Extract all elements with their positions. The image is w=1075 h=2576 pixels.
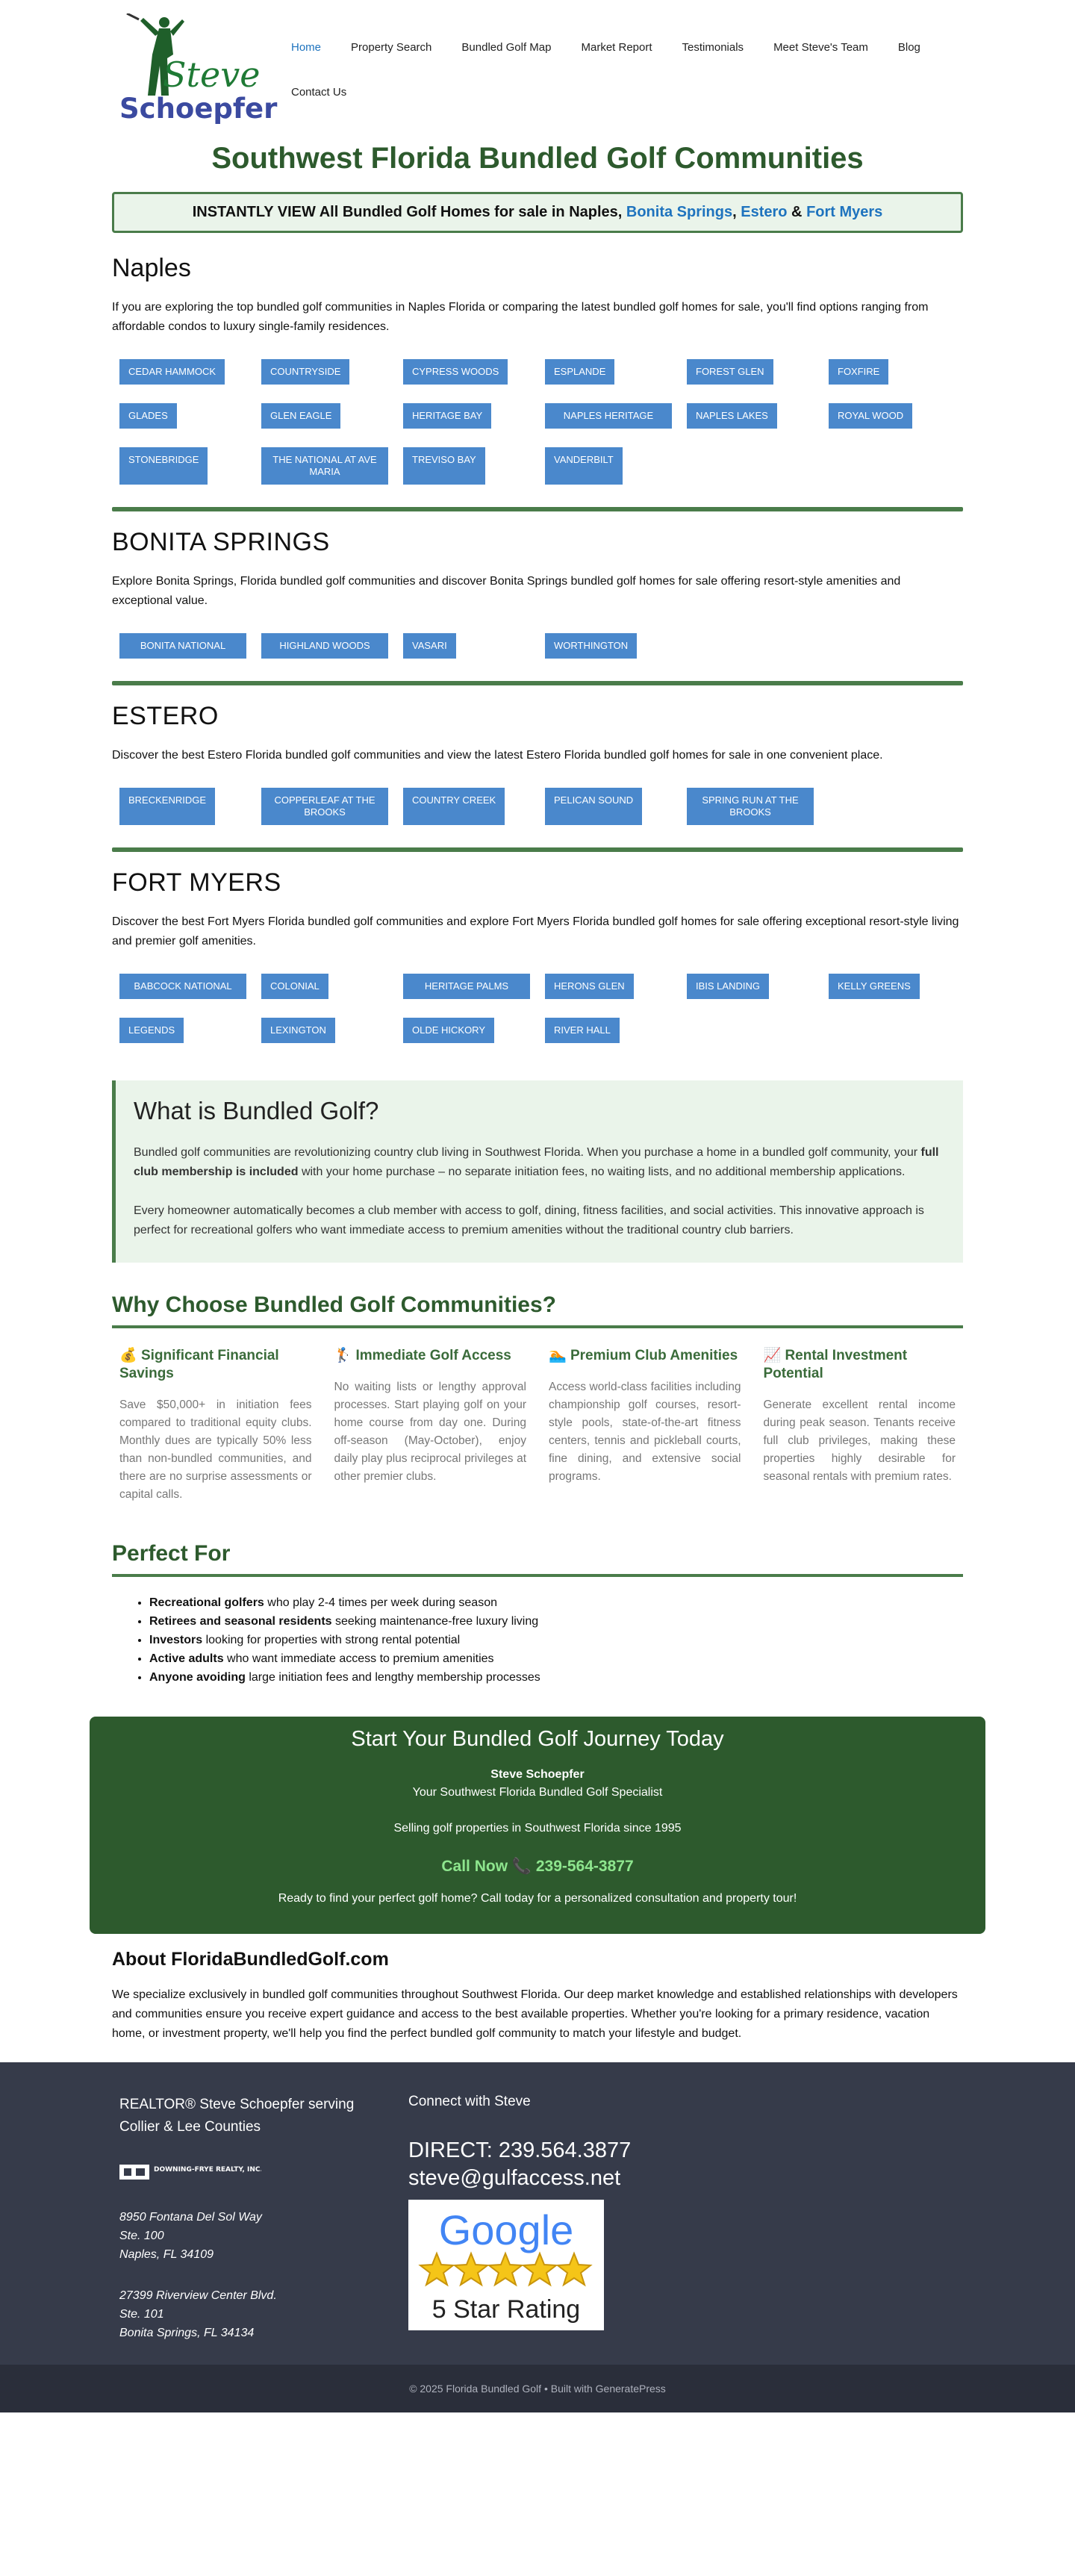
google-rating-badge[interactable]	[408, 2200, 604, 2330]
bonita-heading: BONITA SPRINGS	[112, 528, 330, 556]
community-button-treviso-bay[interactable]: TREVISO BAY	[403, 447, 485, 485]
why-col-title-text: Immediate Golf Access	[355, 1348, 511, 1363]
list-item-text: who play 2-4 times per week during season	[264, 1596, 497, 1609]
footer-connect-heading: Connect with Steve	[408, 2094, 531, 2109]
perfect-list	[112, 1593, 963, 1687]
community-button-cypress-woods[interactable]: CYPRESS WOODS	[403, 359, 508, 385]
community-button-colonial[interactable]: COLONIAL	[261, 974, 328, 999]
community-button-glades[interactable]: GLADES	[119, 403, 177, 429]
why-col-title	[549, 1347, 741, 1365]
rating-label: 5 Star Rating	[431, 2295, 581, 2324]
list-item-bold: Active adults	[149, 1652, 224, 1665]
list-item	[149, 1593, 963, 1612]
instant-amp: &	[787, 204, 807, 220]
community-button-river-hall[interactable]: RIVER HALL	[545, 1018, 620, 1043]
nav-testimonials[interactable]: Testimonials	[682, 40, 744, 54]
list-item-text: seeking maintenance-free luxury living	[331, 1615, 539, 1628]
address-line: Ste. 101	[119, 2308, 164, 2321]
money-bag-icon: 💰	[119, 1348, 137, 1363]
list-item	[149, 1668, 963, 1687]
list-item-bold: Investors	[149, 1634, 203, 1646]
community-button-breckenridge[interactable]: BRECKENRIDGE	[119, 788, 215, 825]
chart-up-icon: 📈	[763, 1348, 782, 1363]
site-header	[0, 0, 1075, 123]
instant-view-banner	[112, 192, 963, 233]
about-heading: About FloridaBundledGolf.com	[112, 1949, 389, 1970]
whatis-p1-text: Bundled golf communities are revolutionizing country club living in Southwest Florida. When you purchase a home in a bundled golf community, your	[134, 1146, 921, 1159]
list-item	[149, 1612, 963, 1631]
estero-community-buttons	[112, 788, 963, 825]
list-item	[149, 1631, 963, 1649]
about-text: We specialize exclusively in bundled golf communities throughout Southwest Florida. Our deep market knowledge and established relationships with developers and communities ensure you receive expert guidance and access to the best available properties. Whether you're looking for a primary residence, vacation home, or investment property, we'll help you find the perfect bundled golf community to match your lifestyle and budget.	[112, 1988, 958, 2040]
bonita-section	[112, 528, 963, 685]
community-button-glen-eagle[interactable]: GLEN EAGLE	[261, 403, 340, 429]
why-col-title-text: Rental Investment Potential	[763, 1348, 908, 1381]
nav-property-search[interactable]: Property Search	[351, 40, 432, 54]
cta-title: Start Your Bundled Golf Journey Today	[351, 1727, 724, 1751]
community-button-vanderbilt[interactable]: VANDERBILT	[545, 447, 623, 485]
swimmer-icon: 🏊	[549, 1348, 567, 1363]
community-button-highland-woods[interactable]: HIGHLAND WOODS	[261, 633, 388, 659]
address-line: Bonita Springs, FL 34134	[119, 2327, 255, 2339]
community-button-countryside[interactable]: COUNTRYSIDE	[261, 359, 349, 385]
naples-heading: Naples	[112, 254, 191, 282]
estero-description: Discover the best Estero Florida bundled golf communities and view the latest Estero Florida bundled golf homes for sale in one convenient place.	[112, 749, 883, 762]
whatis-heading: What is Bundled Golf?	[134, 1097, 379, 1124]
community-button-esplande[interactable]: ESPLANDE	[545, 359, 614, 385]
community-button-forest-glen[interactable]: FOREST GLEN	[687, 359, 773, 385]
page-title: Southwest Florida Bundled Golf Communities	[211, 142, 864, 175]
why-col-title	[334, 1347, 527, 1365]
link-fort-myers[interactable]: Fort Myers	[806, 204, 883, 220]
nav-bundled-golf-map[interactable]: Bundled Golf Map	[461, 40, 552, 54]
why-col-title	[764, 1347, 956, 1383]
main-nav	[291, 36, 963, 103]
community-button-country-creek[interactable]: COUNTRY CREEK	[403, 788, 505, 825]
address-line: Ste. 100	[119, 2230, 164, 2242]
why-heading: Why Choose Bundled Golf Communities?	[112, 1292, 556, 1317]
community-button-olde-hickory[interactable]: OLDE HICKORY	[403, 1018, 494, 1043]
whatis-paragraph-1	[134, 1143, 945, 1182]
footer-realtor: REALTOR® Steve Schoepfer serving Collier & Lee Counties	[119, 2097, 355, 2135]
why-rule	[112, 1325, 963, 1328]
nav-meet-team[interactable]: Meet Steve's Team	[773, 40, 868, 54]
why-col-text: Access world-class facilities including championship golf courses, resort-style pools, state-of-the-art fitness centers, tennis and pickleball courts, fine dining, and extensive social programs.	[549, 1381, 741, 1483]
whatis-p1-text-end: with your home purchase – no separate initiation fees, no waiting lists, and no additional membership applications.	[298, 1166, 906, 1178]
cta-ready: Ready to find your perfect golf home? Call today for a personalized consultation and property tour!	[278, 1892, 797, 1905]
community-button-royal-wood[interactable]: ROYAL WOOD	[829, 403, 912, 429]
why-col-text: No waiting lists or lengthy approval processes. Start playing golf on your home course from day one. During off-season (May-October), enjoy daily play plus reciprocal privileges at other premier clubs.	[334, 1381, 526, 1483]
why-col-golf-access	[334, 1347, 527, 1504]
fortmyers-community-buttons	[112, 974, 963, 1043]
nav-blog[interactable]: Blog	[897, 40, 920, 54]
community-button-lexington[interactable]: LEXINGTON	[261, 1018, 335, 1043]
community-button-bonita-national[interactable]: BONITA NATIONAL	[119, 633, 246, 659]
golfer-icon: 🏌	[334, 1348, 352, 1363]
cta-agent-name: Steve Schoepfer	[490, 1768, 585, 1781]
instant-prefix: INSTANTLY VIEW All Bundled Golf Homes for sale in Naples,	[192, 204, 626, 220]
footer-address-naples	[119, 2208, 388, 2264]
community-button-legends[interactable]: LEGENDS	[119, 1018, 184, 1043]
community-button-pelican-sound[interactable]: PELICAN SOUND	[545, 788, 642, 825]
community-button-cedar-hammock[interactable]: CEDAR HAMMOCK	[119, 359, 225, 385]
perfect-rule	[112, 1574, 963, 1577]
why-col-text: Generate excellent rental income during peak season. Tenants receive full club privileges, making these properties highly desirable for seasonal rentals with premium rates.	[763, 1399, 956, 1483]
list-item-bold: Anyone avoiding	[149, 1671, 246, 1684]
community-button-worthington[interactable]: WORTHINGTON	[545, 633, 637, 659]
list-item-bold: Recreational golfers	[149, 1596, 264, 1609]
call-now-link[interactable]: Call Now 📞 239-564-3877	[441, 1858, 634, 1875]
fortmyers-description: Discover the best Fort Myers Florida bundled golf communities and explore Fort Myers Florida bundled golf homes for sale offering exceptional resort-style living and premier golf amenities.	[112, 915, 959, 948]
estero-section	[112, 702, 963, 852]
cta-since: Selling golf properties in Southwest Florida since 1995	[393, 1822, 682, 1835]
what-is-bundled-golf	[112, 1080, 963, 1263]
why-col-title-text: Significant Financial Savings	[119, 1348, 279, 1381]
naples-section	[112, 254, 963, 511]
link-estero[interactable]: Estero	[741, 204, 788, 220]
site-footer	[0, 2062, 1075, 2365]
fortmyers-section	[112, 868, 963, 1043]
why-choose-section	[112, 1292, 963, 1504]
google-logo-text: Google	[438, 2206, 574, 2253]
footer-email[interactable]: steve@gulfaccess.net	[408, 2166, 621, 2190]
whatis-p1-bold: full club membership is included	[134, 1146, 939, 1178]
fortmyers-heading: FORT MYERS	[112, 868, 281, 897]
why-col-savings	[119, 1347, 312, 1504]
link-bonita-springs[interactable]: Bonita Springs	[626, 204, 733, 220]
perfect-for-section	[112, 1541, 963, 1687]
list-item-text: who want immediate access to premium amenities	[223, 1652, 494, 1665]
perfect-heading: Perfect For	[112, 1541, 231, 1566]
community-button-ibis-landing[interactable]: IBIS LANDING	[687, 974, 769, 999]
community-button-babcock-national[interactable]: BABCOCK NATIONAL	[119, 974, 246, 999]
logo-steve: Steve	[163, 55, 261, 95]
naples-description: If you are exploring the top bundled golf communities in Naples Florida or comparing the latest bundled golf homes for sale, you'll find options ranging from affordable condos to luxury single-family residences.	[112, 301, 929, 333]
section-divider	[112, 847, 963, 852]
list-item-text: looking for properties with strong rental potential	[202, 1634, 461, 1646]
list-item	[149, 1649, 963, 1668]
bonita-community-buttons	[112, 633, 963, 659]
why-col-title-text: Premium Club Amenities	[570, 1348, 738, 1363]
logo-schoepfer: Schoepfer	[119, 93, 278, 125]
nav-market-report[interactable]: Market Report	[581, 40, 652, 54]
instant-comma: ,	[732, 204, 741, 220]
bonita-description: Explore Bonita Springs, Florida bundled golf communities and discover Bonita Springs bundled golf homes for sale offering resort-style amenities and exceptional value.	[112, 575, 901, 607]
address-line: 8950 Fontana Del Sol Way	[119, 2211, 262, 2224]
community-button-stonebridge[interactable]: STONEBRIDGE	[119, 447, 208, 485]
section-divider	[112, 507, 963, 511]
community-button-vasari[interactable]: VASARI	[403, 633, 456, 659]
address-line: 27399 Riverview Center Blvd.	[119, 2289, 277, 2302]
brokerage-name: DOWNING-FRYE REALTY, INC.	[154, 2166, 261, 2174]
list-item-bold: Retirees and seasonal residents	[149, 1615, 332, 1628]
footer-direct-phone[interactable]: DIRECT: 239.564.3877	[408, 2138, 632, 2162]
whatis-paragraph-2: Every homeowner automatically becomes a club member with access to golf, dining, fitness facilities, and social activities. This innovative approach is perfect for recreational golfers who want immediate access to premium amenities without the traditional country club barriers.	[134, 1204, 924, 1236]
why-col-amenities	[549, 1347, 741, 1504]
naples-community-buttons	[112, 359, 963, 485]
community-button-heritage-bay[interactable]: HERITAGE BAY	[403, 403, 491, 429]
footer-address-bonita	[119, 2286, 388, 2342]
about-section	[112, 1949, 963, 2044]
community-button-kelly-greens[interactable]: KELLY GREENS	[829, 974, 920, 999]
estero-heading: ESTERO	[112, 702, 219, 730]
copyright-bar: © 2025 Florida Bundled Golf • Built with GeneratePress	[0, 2365, 1075, 2412]
brokerage-logo	[119, 2162, 261, 2182]
community-button-foxfire[interactable]: FOXFIRE	[829, 359, 888, 385]
community-button-the-national-at-ave-maria[interactable]: THE NATIONAL AT AVE MARIA	[261, 447, 388, 485]
nav-contact-us[interactable]: Contact Us	[291, 85, 347, 99]
community-button-naples-heritage[interactable]: NAPLES HERITAGE	[545, 403, 672, 429]
why-col-text: Save $50,000+ in initiation fees compared to traditional equity clubs. Monthly dues are typically 50% less than non-bundled communities, and there are no surprise assessments or capital calls.	[119, 1399, 312, 1501]
why-col-title	[119, 1347, 312, 1383]
cta-subtitle: Your Southwest Florida Bundled Golf Specialist	[412, 1786, 663, 1799]
community-button-naples-lakes[interactable]: NAPLES LAKES	[687, 403, 777, 429]
nav-home[interactable]: Home	[291, 40, 322, 54]
address-line: Naples, FL 34109	[119, 2248, 214, 2261]
community-button-copperleaf-at-the-brooks[interactable]: COPPERLEAF AT THE BROOKS	[261, 788, 388, 825]
section-divider	[112, 681, 963, 685]
why-col-rental	[764, 1347, 956, 1504]
site-logo[interactable]	[118, 13, 278, 125]
community-button-herons-glen[interactable]: HERONS GLEN	[545, 974, 634, 999]
community-button-heritage-palms[interactable]: HERITAGE PALMS	[403, 974, 530, 999]
list-item-text: large initiation fees and lengthy membership processes	[245, 1671, 540, 1684]
cta-banner	[90, 1717, 985, 1934]
community-button-spring-run-at-the-brooks[interactable]: SPRING RUN AT THE BROOKS	[687, 788, 814, 825]
